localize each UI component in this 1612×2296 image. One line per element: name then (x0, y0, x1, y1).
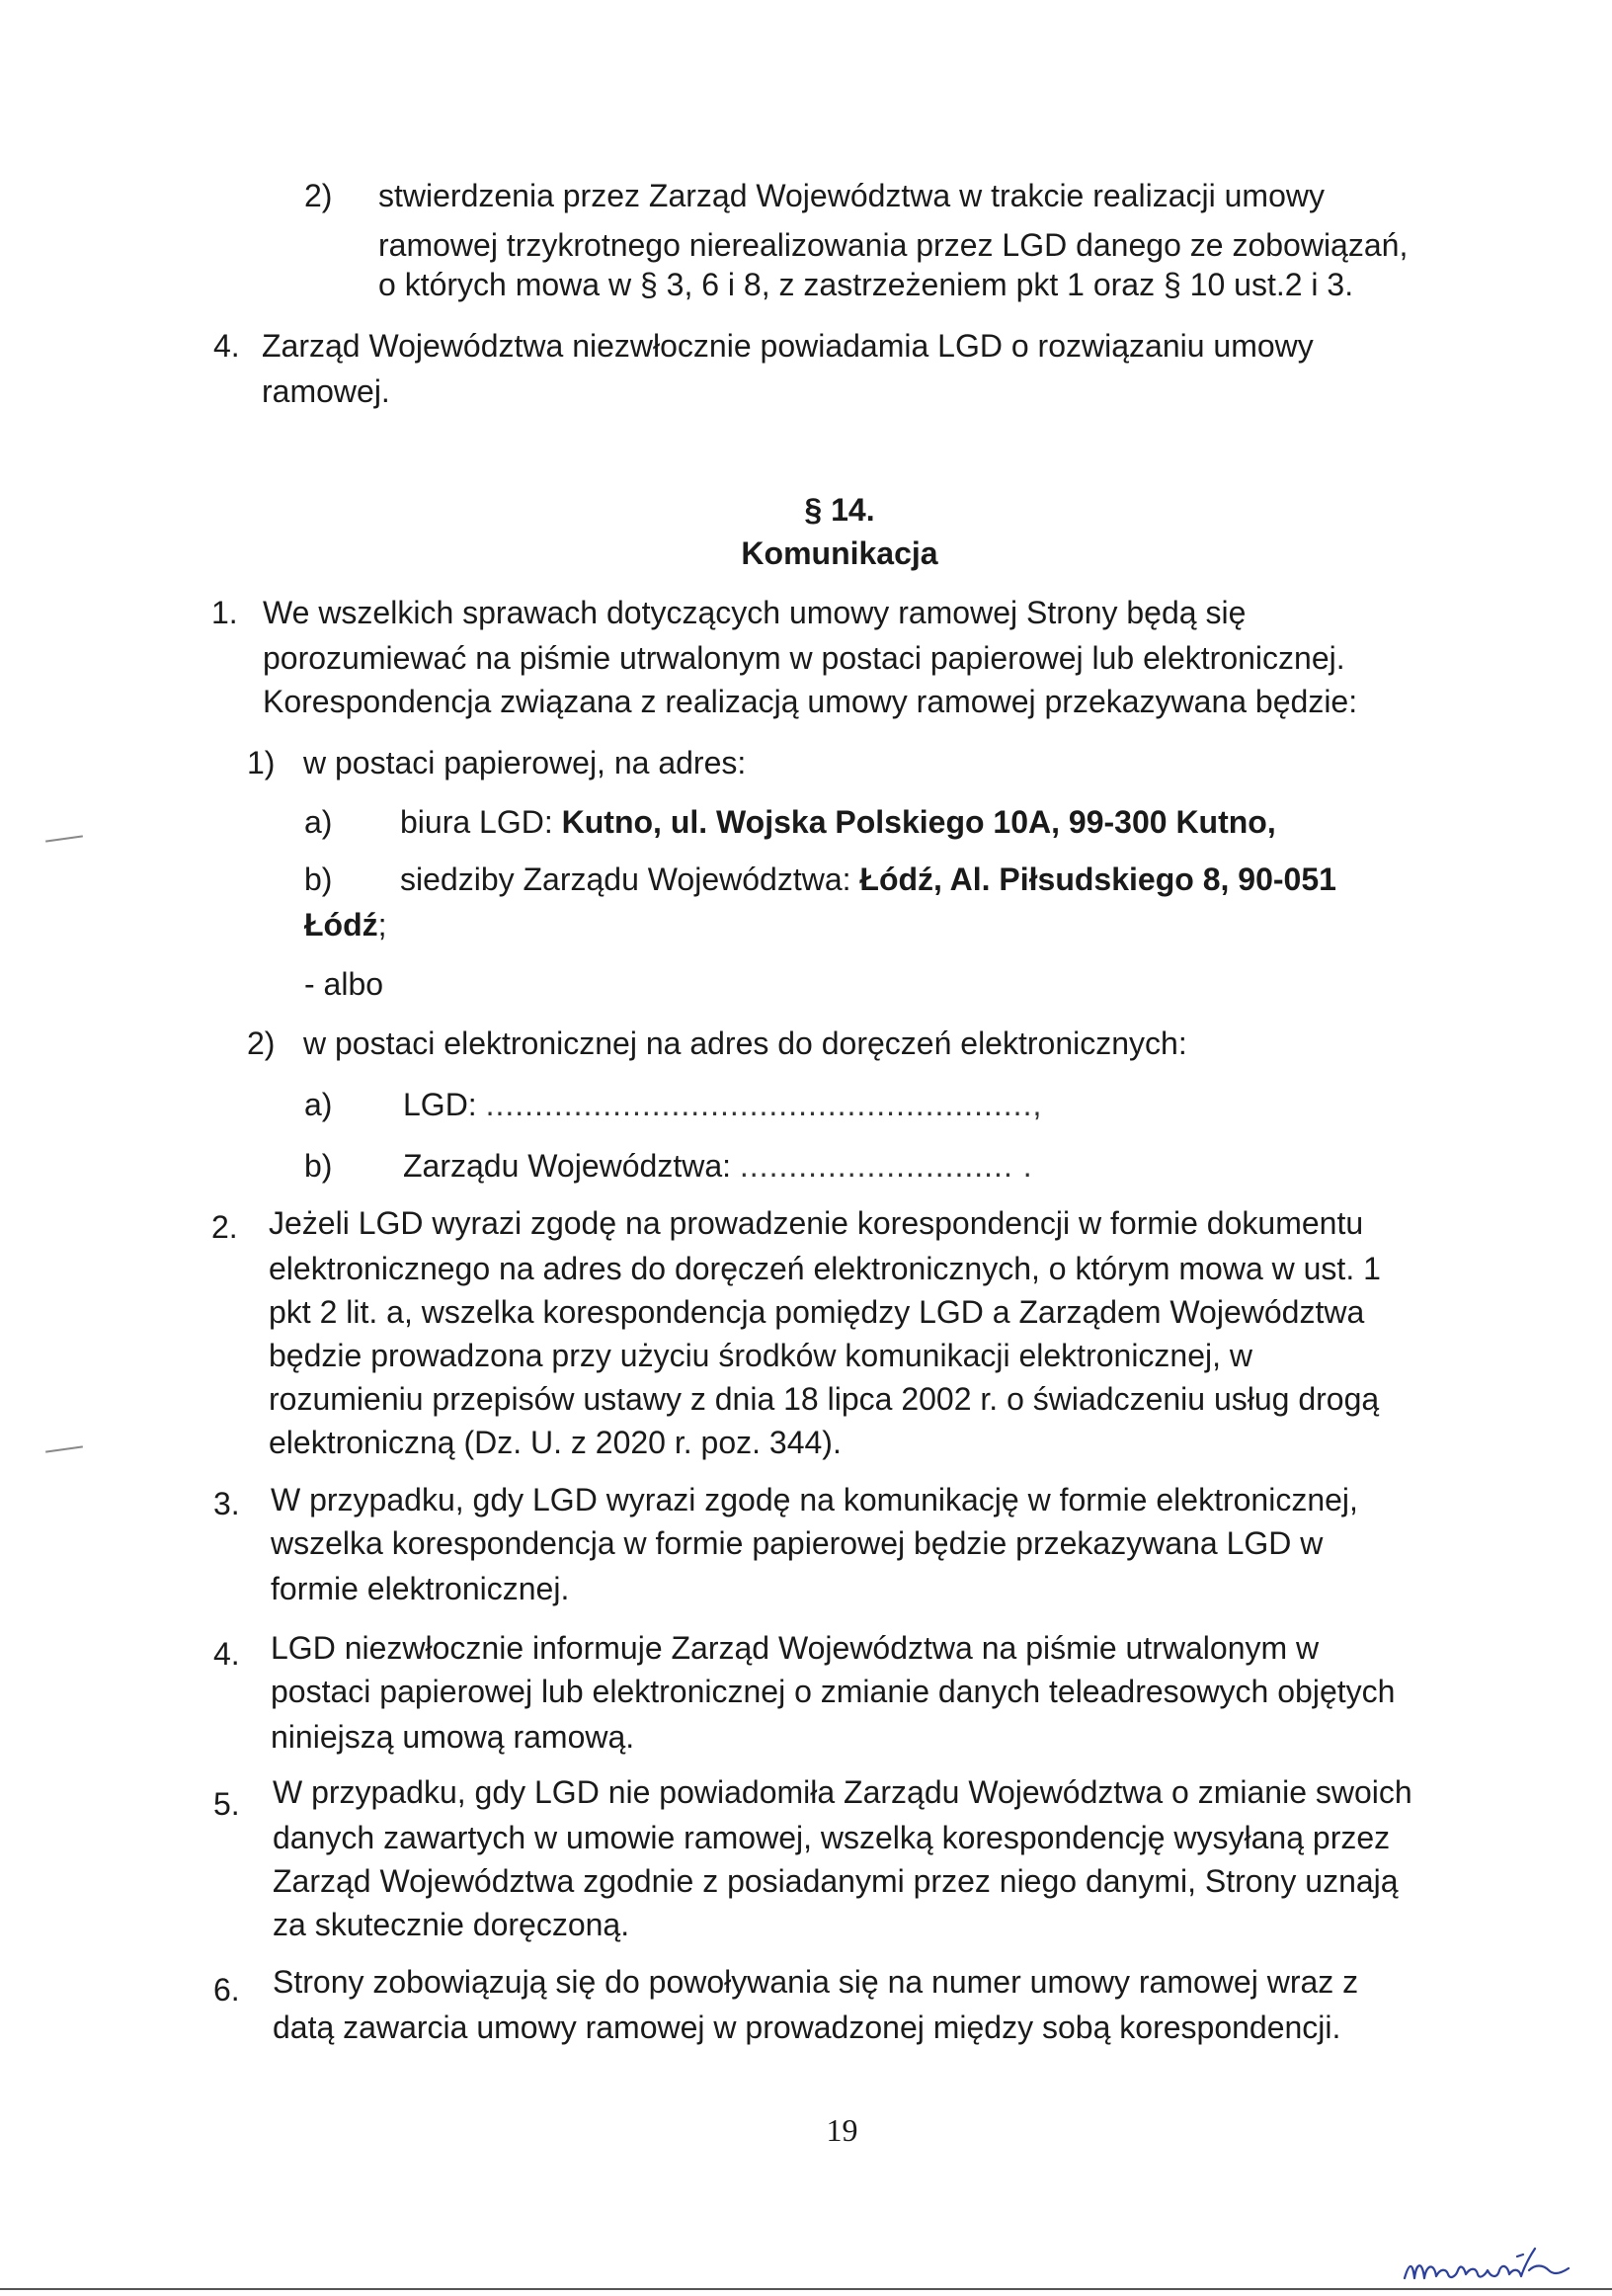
paragraph-number: 2. (211, 1209, 238, 1245)
email-label: LGD: (403, 1087, 486, 1122)
margin-mark (45, 1445, 83, 1452)
paragraph-number: 5. (213, 1786, 240, 1822)
text-line: porozumiewać na piśmie utrwalonym w postaci papierowej lub elektronicznej. (263, 640, 1345, 676)
section-number: § 14. (804, 492, 875, 528)
paragraph-number: 1. (211, 595, 238, 630)
punctuation: ; (377, 907, 387, 943)
address-board (400, 858, 1336, 901)
section-title: Komunikacja (741, 535, 938, 571)
letter-b: b) (304, 861, 333, 897)
address-label: siedziby Zarządu Województwa: (400, 861, 860, 897)
text-line: w postaci elektronicznej na adres do doręczeń elektronicznych: (303, 1025, 1187, 1061)
email-label: Zarządu Województwa: (403, 1148, 740, 1184)
text-line: danych zawartych w umowie ramowej, wszelką korespondencję wysyłaną przez (273, 1820, 1391, 1855)
text-line: będzie prowadzona przy użyciu środków komunikacji elektronicznej, w (269, 1338, 1253, 1373)
text-line: elektronicznego na adres do doręczeń elektronicznych, o którym mowa w ust. 1 (269, 1251, 1381, 1286)
address-value-cont: Łódź (304, 907, 378, 943)
bottom-rule (0, 2288, 1612, 2290)
subitem-number: 1) (247, 745, 276, 780)
text-line: formie elektronicznej. (271, 1571, 570, 1606)
letter-a: a) (304, 1087, 333, 1122)
email-placeholder: ............................ . (739, 1148, 1033, 1184)
address-label: biura LGD: (400, 804, 562, 840)
text-line: Zarząd Województwa niezwłocznie powiadamia LGD o rozwiązaniu umowy (262, 328, 1314, 364)
margin-mark (45, 835, 83, 842)
paragraph-number: 3. (213, 1486, 240, 1521)
text-line: stwierdzenia przez Zarząd Województwa w trakcie realizacji umowy (378, 178, 1325, 213)
text-line: Strony zobowiązują się do powoływania się na numer umowy ramowej wraz z (273, 1964, 1359, 2000)
text-line: W przypadku, gdy LGD wyrazi zgodę na komunikację w formie elektronicznej, (271, 1482, 1358, 1517)
text-line: o których mowa w § 3, 6 i 8, z zastrzeżeniem pkt 1 oraz § 10 ust.2 i 3. (378, 267, 1354, 302)
email-lgd (403, 1083, 1042, 1126)
paragraph-number: 6. (213, 1972, 240, 2008)
email-placeholder: ........................................................, (485, 1087, 1043, 1122)
text-line: Zarząd Województwa zgodnie z posiadanymi przez niego danymi, Strony uznają (273, 1863, 1399, 1899)
text-line: ramowej. (262, 373, 390, 409)
item-number: 4. (213, 328, 240, 364)
text-line: wszelka korespondencja w formie papierowej będzie przekazywana LGD w (271, 1525, 1324, 1561)
paragraph-number: 4. (213, 1636, 240, 1672)
text-line: w postaci papierowej, na adres: (303, 745, 747, 780)
text-line: postaci papierowej lub elektronicznej o zmianie danych teleadresowych objętych (271, 1674, 1396, 1709)
text-line: Jeżeli LGD wyrazi zgodę na prowadzenie korespondencji w formie dokumentu (269, 1205, 1364, 1241)
address-value: Łódź, Al. Piłsudskiego 8, 90-051 (859, 861, 1336, 897)
item-number: 2) (304, 178, 333, 213)
text-line: elektroniczną (Dz. U. z 2020 r. poz. 344). (269, 1425, 842, 1460)
text-line: ramowej trzykrotnego nierealizowania przez LGD danego ze zobowiązań, (378, 227, 1409, 263)
albo-text: - albo (304, 966, 384, 1002)
page-number: 19 (826, 2112, 858, 2148)
handwritten-signature (1401, 2235, 1598, 2290)
text-line: datą zawarcia umowy ramowej w prowadzonej między sobą korespondencji. (273, 2009, 1341, 2045)
letter-b: b) (304, 1148, 333, 1184)
email-board (403, 1144, 1033, 1188)
text-line: We wszelkich sprawach dotyczących umowy ramowej Strony będą się (263, 595, 1247, 630)
text-line: W przypadku, gdy LGD nie powiadomiła Zarządu Województwa o zmianie swoich (273, 1774, 1412, 1810)
letter-a: a) (304, 804, 333, 840)
text-line: LGD niezwłocznie informuje Zarząd Województwa na piśmie utrwalonym w (271, 1630, 1320, 1666)
text-line: pkt 2 lit. a, wszelka korespondencja pomiędzy LGD a Zarządem Województwa (269, 1294, 1365, 1330)
address-lgd (400, 800, 1276, 844)
text-line: rozumieniu przepisów ustawy z dnia 18 lipca 2002 r. o świadczeniu usług drogą (269, 1381, 1380, 1417)
text-line: niniejszą umową ramową. (271, 1719, 635, 1755)
text-line: Korespondencja związana z realizacją umowy ramowej przekazywana będzie: (263, 684, 1358, 719)
text-line: za skutecznie doręczoną. (273, 1907, 630, 1942)
subitem-number: 2) (247, 1025, 276, 1061)
address-board-cont (304, 903, 387, 946)
address-value: Kutno, ul. Wojska Polskiego 10A, 99-300 Kutno, (561, 804, 1276, 840)
